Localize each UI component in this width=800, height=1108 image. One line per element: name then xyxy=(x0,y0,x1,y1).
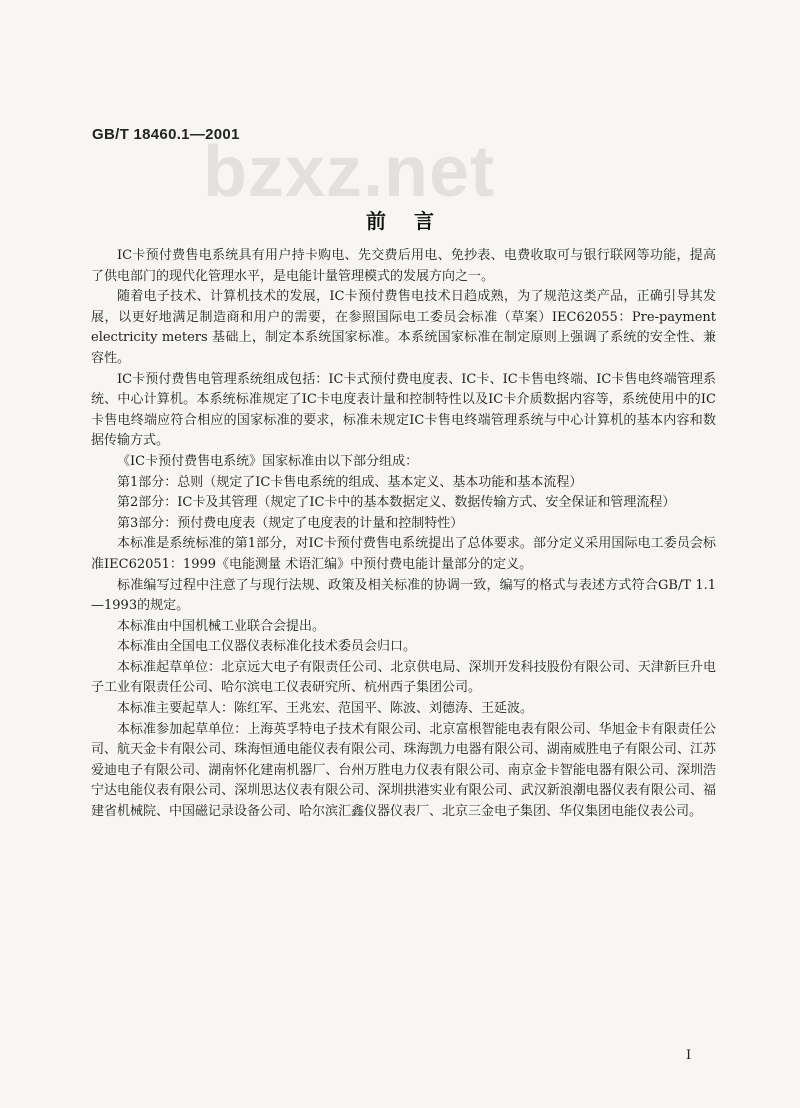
paragraph: 本标准起草单位：北京远大电子有限责任公司、北京供电局、深圳开发科技股份有限公司、天津新巨升电子工业有限责任公司、哈尔滨电工仪表研究所、杭州西子集团公司。 xyxy=(91,659,716,696)
paragraph: IC卡预付费售电系统具有用户持卡购电、先交费后用电、免抄表、电费收取可与银行联网等功能，提高了供电部门的现代化管理水平，是电能计量管理模式的发展方向之一。 xyxy=(91,248,716,284)
paragraph: 本标准由中国机械工业联合会提出。 xyxy=(117,618,326,634)
watermark: bzxz.net xyxy=(203,132,496,212)
paragraph: IC卡预付费售电管理系统组成包括：IC卡式预付费电度表、IC卡、IC卡售电终端、IC卡售电终端管理系统、中心计算机。本系统标准规定了IC卡电度表计量和控制特性以及IC卡介质数据内容等，系统使用中的IC卡售电终端应符合相应的国家标准的要求，标准未规定IC卡售电终端管理系统与中心计算机的基本内容和数据传输方式。 xyxy=(91,371,716,449)
paragraph: 第2部分：IC卡及其管理（规定了IC卡中的基本数据定义、数据传输方式、安全保证和管理流程） xyxy=(117,495,676,511)
paragraph: 标准编写过程中注意了与现行法规、政策及相关标准的协调一致，编写的格式与表述方式符合GB/T 1.1—1993的规定。 xyxy=(91,577,716,614)
paragraph: 《IC卡预付费售电系统》国家标准由以下部分组成： xyxy=(117,453,419,469)
paragraph: 本标准由全国电工仪器仪表标准化技术委员会归口。 xyxy=(117,639,417,655)
paragraph: 随着电子技术、计算机技术的发展，IC卡预付费售电技术日趋成熟，为了规范这类产品，正确引导其发展，以更好地满足制造商和用户的需要，在参照国际电工委员会标准（草案）IEC62055：Pre-payment electricity meters 基础上，制定本系统国家标准。本系统国家标准在制定原则上强调了系统的安全性、兼容性。 xyxy=(91,289,716,366)
paragraph: 第3部分：预付费电度表（规定了电度表的计量和控制特性） xyxy=(117,515,464,531)
paragraph: 本标准主要起草人：陈红军、王兆宏、范国平、陈波、刘德涛、王延波。 xyxy=(117,701,534,717)
page-number: I xyxy=(686,1048,692,1063)
paragraph: 第1部分：总则（规定了IC卡售电系统的组成、基本定义、基本功能和基本流程） xyxy=(117,474,583,490)
page-title: 前言 xyxy=(366,209,462,233)
standard-number: GB/T 18460.1—2001 xyxy=(92,126,240,143)
paragraph: 本标准参加起草单位：上海英孚特电子技术有限公司、北京富根智能电表有限公司、华旭金卡有限责任公司、航天金卡有限公司、珠海恒通电能仪表有限公司、珠海凯力电器有限公司、湖南威胜电子有限公司、江苏爱迪电子有限公司、湖南怀化建南机器厂、台州万胜电力仪表有限公司、南京金卡智能电器有限公司、深圳浩宁达电能仪表有限公司、深圳思达仪表有限公司、深圳拱港实业有限公司、武汉新浪潮电器仪表有限公司、福建省机械院、中国磁记录设备公司、哈尔滨汇鑫仪器仪表厂、北京三金电子集团、华仪集团电能仪表公司。 xyxy=(91,721,716,820)
body-text xyxy=(91,246,716,823)
paragraph: 本标准是系统标准的第1部分，对IC卡预付费售电系统提出了总体要求。部分定义采用国际电工委员会标准IEC62051：1999《电能测量 术语汇编》中预付费电能计量部分的定义。 xyxy=(91,536,716,572)
